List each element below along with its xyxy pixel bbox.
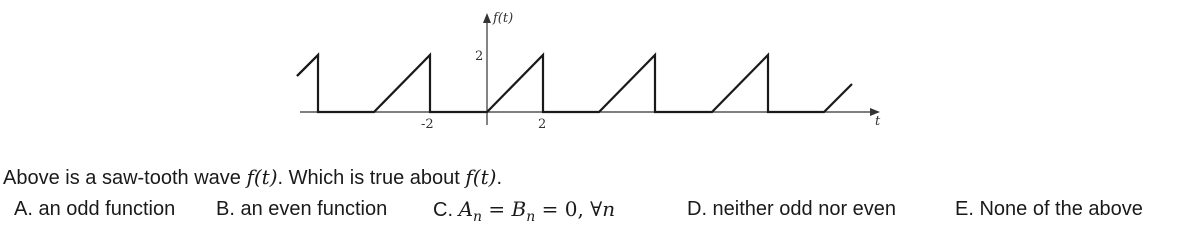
option-a[interactable]: A. an odd function	[14, 198, 176, 220]
option-c-formula: $A_n = B_n = 0$, ∀n	[458, 197, 616, 225]
pos-two-tick-label: 2	[538, 117, 547, 132]
f-axis-arrow	[483, 13, 491, 23]
option-c[interactable]	[433, 197, 615, 229]
peak-tick-label: 2	[475, 49, 484, 64]
question-prefix: Above is a saw-tooth wave	[3, 167, 247, 189]
option-d[interactable]: D. neither odd nor even	[687, 198, 897, 220]
question-text	[3, 165, 502, 190]
question-function-1: f(t)	[246, 165, 278, 189]
sawtooth-wave-body	[297, 55, 852, 112]
question-suffix: .	[496, 167, 502, 189]
function-label: f(t)	[493, 11, 514, 26]
question-function-2: f(t)	[465, 165, 497, 189]
question-middle: . Which is true about	[277, 167, 466, 189]
t-axis-label: t	[875, 114, 881, 129]
option-e[interactable]: E. None of the above	[955, 198, 1143, 220]
neg-two-tick-label: -2	[421, 117, 434, 132]
option-c-prefix: C.	[433, 199, 459, 221]
option-b[interactable]: B. an even function	[216, 198, 388, 220]
